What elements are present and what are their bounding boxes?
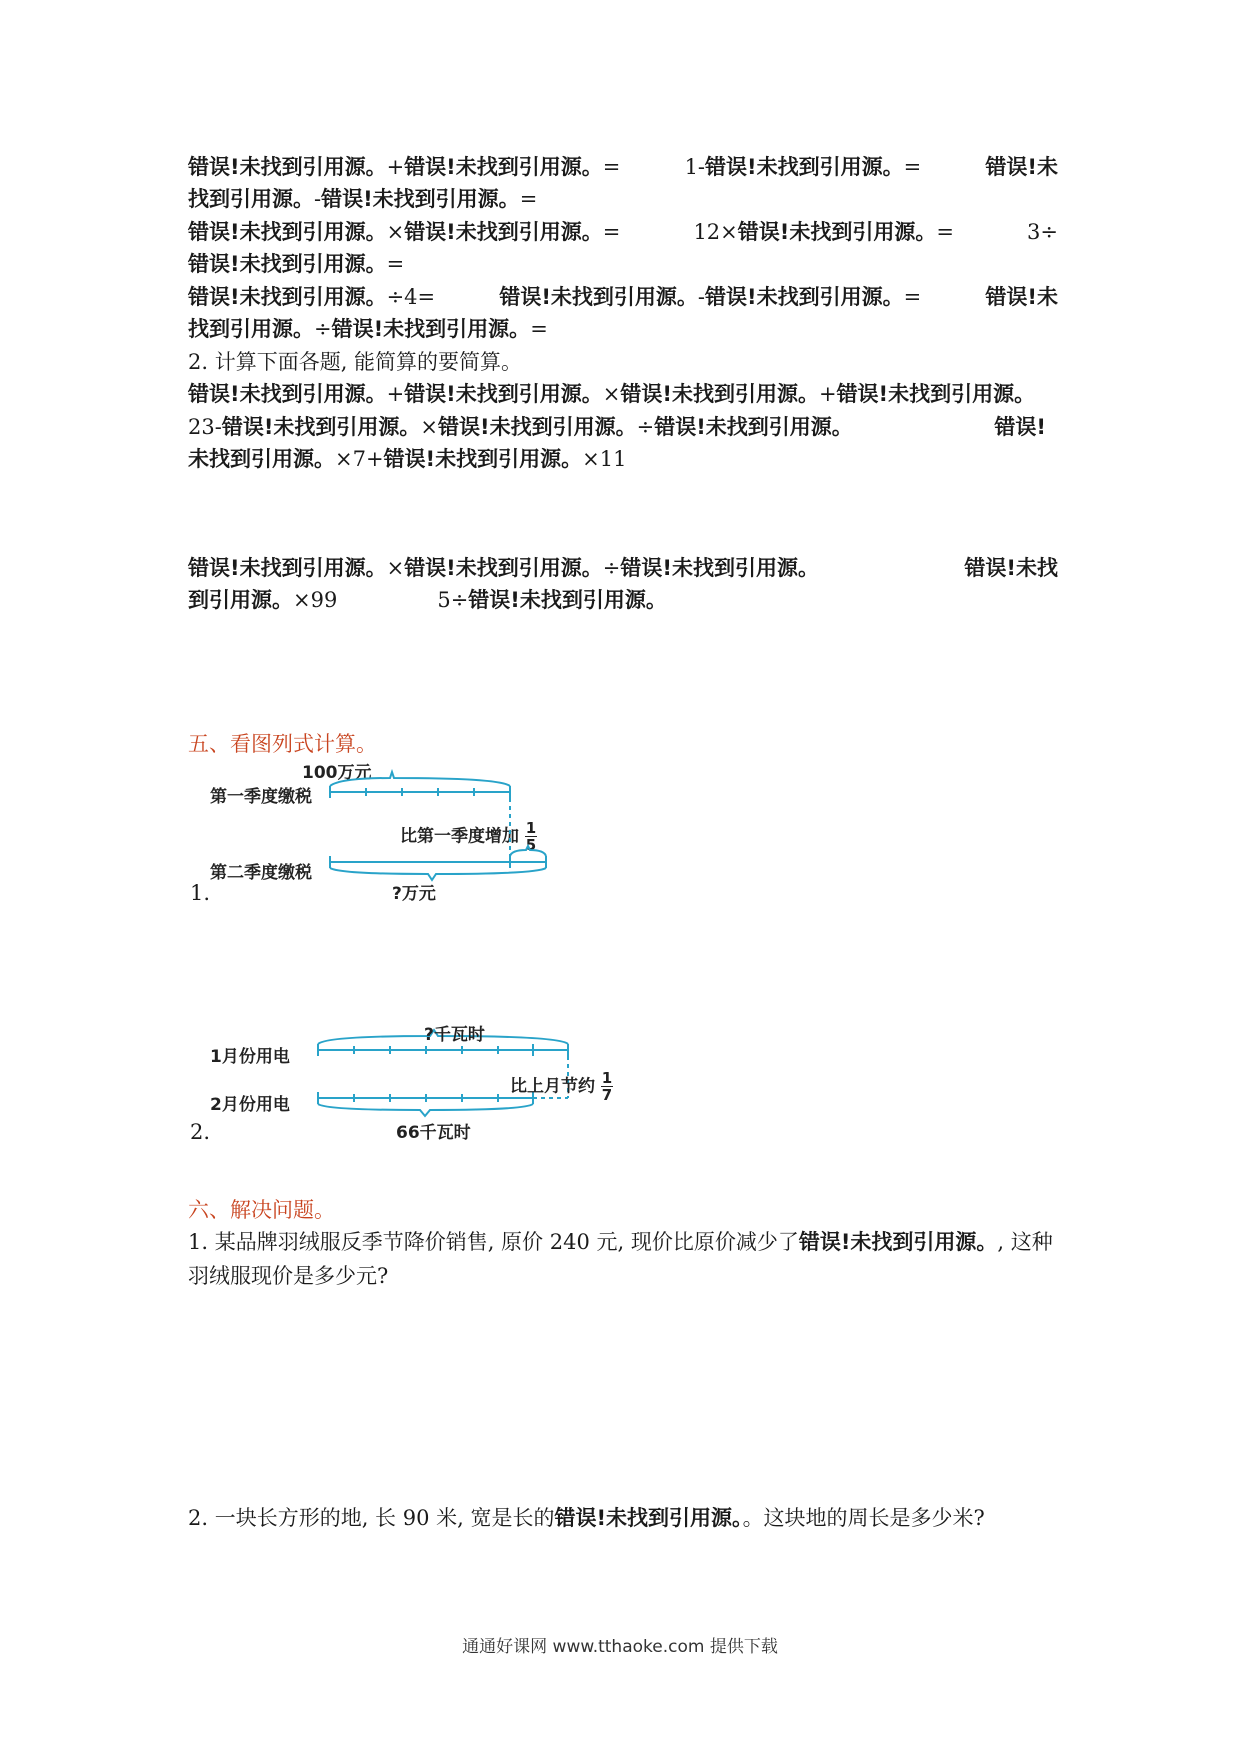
error-ref: 错误!未找到引用源。 <box>654 415 853 439</box>
equals: = <box>386 252 405 276</box>
frac-num: 1 <box>601 1069 613 1087</box>
error-ref: 错误!未找到引用源。 <box>554 1506 743 1530</box>
error-ref: 错误!未找到引用源。 <box>737 220 937 244</box>
operator: × <box>602 382 621 406</box>
diagram1-bar2 <box>330 846 546 880</box>
frac-num: 1 <box>525 819 537 837</box>
diagram1-row1-label: 第一季度缴税 <box>210 787 312 807</box>
diagram2-row1-label: 1月份用电 <box>210 1047 290 1067</box>
error-ref: 错误!未找到引用源。 <box>438 415 637 439</box>
operator: - <box>697 285 706 309</box>
error-ref: 未找到引用源。 <box>188 447 335 471</box>
section-6-title: 六、解决问题。 <box>188 1198 335 1222</box>
operator: × <box>420 415 439 439</box>
diagram2-number: 2. <box>190 1120 211 1144</box>
error-ref: 错误!未找到引用源。 <box>188 382 387 406</box>
error-ref: 错误!未找到引用源。 <box>383 447 583 471</box>
error-ref: 错误!未找到引用源。 <box>499 285 698 309</box>
problem-1-text: 1. 某品牌羽绒服反季节降价销售, 原价 240 元, 现价比原价减少了 <box>188 1230 799 1254</box>
equals: = <box>519 187 538 211</box>
diagram2-mid-text: 比上月节约 <box>510 1076 595 1097</box>
error-ref: 错误!未找到引用源。 <box>321 187 520 211</box>
error-ref: 错误!未找到引用源。 <box>188 285 387 309</box>
diagram2-mid-label <box>510 1070 613 1103</box>
operator: × <box>386 556 405 580</box>
error-ref: 错误!未找到引用源。 <box>404 382 603 406</box>
problem-2 <box>188 1502 985 1534</box>
diagram2-bottom-label: 66千瓦时 <box>396 1123 471 1143</box>
error-ref: 错误!未找到引用源。 <box>221 415 421 439</box>
operator: + <box>386 382 405 406</box>
operand: 23- <box>188 415 222 439</box>
error-ref: 错误!未找到引用源。 <box>620 382 819 406</box>
problem-2-text: 2. 一块长方形的地, 长 90 米, 宽是长的 <box>188 1506 555 1530</box>
operand: ×99 <box>293 588 338 612</box>
error-ref: 错误!未找到引用源。 <box>468 588 667 612</box>
error-ref: 错误!未找到引用源。 <box>404 220 603 244</box>
error-ref: 到引用源。 <box>188 588 293 612</box>
frac-den: 5 <box>525 836 537 854</box>
error-ref: 错误!未找到引用源。 <box>404 155 603 179</box>
error-ref: 错误!未找到引用源。 <box>188 155 387 179</box>
problem-2-text-tail: 。这块地的周长是多少米? <box>742 1506 985 1530</box>
footer-source: 通通好课网 www.tthaoke.com 提供下载 <box>462 1637 778 1657</box>
error-ref: 找到引用源。 <box>188 317 314 341</box>
operator: ÷ <box>314 317 332 341</box>
diagram2-top-label: ?千瓦时 <box>424 1025 485 1045</box>
equals: = <box>903 285 922 309</box>
operator: - <box>314 187 322 211</box>
problem-1-line-2: 羽绒服现价是多少元? <box>188 1264 389 1288</box>
diagram1-mid-text: 比第一季度增加 <box>400 826 519 847</box>
error-ref: 错误!未 <box>985 155 1058 179</box>
diagram1-bottom-label: ?万元 <box>392 884 436 904</box>
equals: = <box>602 220 621 244</box>
error-ref: 找到引用源。 <box>188 187 314 211</box>
error-ref: 错误!未找到引用源。 <box>188 556 387 580</box>
operator: ÷ <box>636 415 655 439</box>
error-ref: 错误!未找到引用源。 <box>188 220 387 244</box>
error-ref: 错误!未找 <box>964 556 1058 580</box>
error-ref: 错误!未找到引用源。 <box>188 252 387 276</box>
operator: × <box>386 220 405 244</box>
error-ref: 错误! <box>994 415 1046 439</box>
question-2-title: 2. 计算下面各题, 能简算的要简算。 <box>188 350 523 374</box>
operator: + <box>386 155 405 179</box>
error-ref: 错误!未找到引用源。 <box>331 317 531 341</box>
diagram1-row2-label: 第二季度缴税 <box>210 863 312 883</box>
error-ref: 错误!未找到引用源。 <box>836 382 1036 406</box>
operand: 12× <box>693 220 738 244</box>
operand: 3÷ <box>1027 220 1058 244</box>
equals: = <box>530 317 548 341</box>
error-ref: 错误!未找到引用源。 <box>620 556 819 580</box>
frac-den: 7 <box>601 1086 613 1104</box>
section-5-title: 五、看图列式计算。 <box>188 732 377 756</box>
operand: ÷4= <box>386 285 436 309</box>
operator: ÷ <box>602 556 621 580</box>
operand: ×11 <box>582 447 627 471</box>
operand: 1- <box>684 155 706 179</box>
diagram1-top-label: 100万元 <box>302 763 372 783</box>
operand: ×7+ <box>335 447 384 471</box>
diagram1-bar1 <box>330 772 510 856</box>
error-ref: 错误!未找到引用源。 <box>705 155 904 179</box>
equals: = <box>903 155 922 179</box>
diagram2-row2-label: 2月份用电 <box>210 1095 290 1115</box>
problem-1-line-1 <box>188 1226 1053 1258</box>
operator: + <box>818 382 837 406</box>
error-ref: 错误!未找到引用源。 <box>798 1230 998 1254</box>
diagram1-number: 1. <box>190 881 211 905</box>
error-ref: 错误!未找到引用源。 <box>705 285 904 309</box>
equals: = <box>602 155 621 179</box>
problem-1-text-tail: , 这种 <box>997 1230 1053 1254</box>
error-ref: 错误!未 <box>985 285 1058 309</box>
equals: = <box>936 220 954 244</box>
operand: 5÷ <box>437 588 469 612</box>
error-ref: 错误!未找到引用源。 <box>404 556 603 580</box>
diagram2-fraction <box>601 1070 613 1103</box>
